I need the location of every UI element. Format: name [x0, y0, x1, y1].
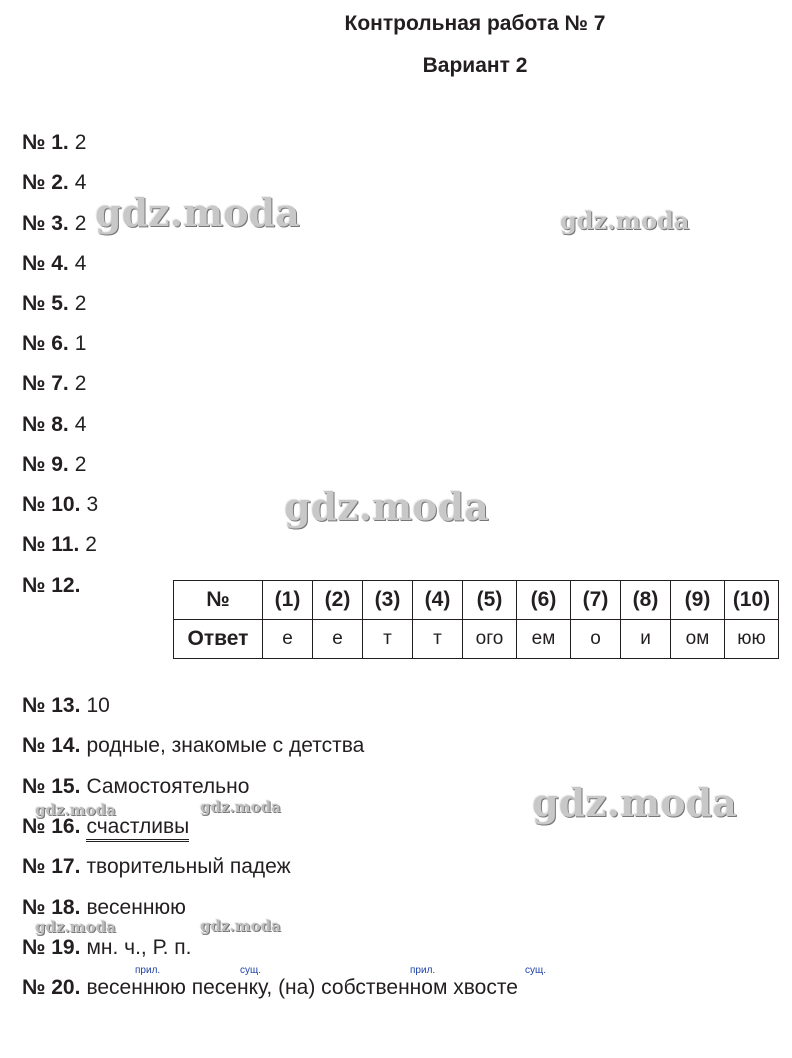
answer-value: 2: [74, 131, 87, 154]
answer-number: № 11.: [22, 533, 80, 556]
answer-value: 2: [74, 372, 87, 395]
table-column-header: (8): [621, 581, 671, 620]
answer-number: № 9.: [22, 453, 69, 476]
answer-number: № 6.: [22, 332, 69, 355]
answer-value: 3: [86, 493, 99, 516]
answer-value-underlined: счастливы: [86, 815, 189, 842]
answer-number: № 16.: [22, 815, 81, 838]
table-column-header: (5): [463, 581, 517, 620]
answer-value: 4: [74, 252, 87, 275]
answer-row: [22, 976, 518, 1000]
answer-value: 2: [74, 292, 87, 315]
variant-title: Вариант 2: [422, 54, 528, 77]
table-cell: юю: [725, 620, 779, 659]
answer-number: № 20.: [22, 976, 81, 999]
watermark: gdz.moda: [35, 918, 116, 936]
answer-row: [22, 292, 86, 316]
table-column-header: (7): [571, 581, 621, 620]
answer-number: № 4.: [22, 252, 69, 275]
table-answer-row: [174, 620, 779, 659]
table-answer-label: Ответ: [174, 620, 263, 659]
answer-value: Самостоятельно: [86, 775, 250, 798]
part-of-speech-note: прил.: [410, 965, 436, 976]
answer-number: № 8.: [22, 413, 69, 436]
answer-row: [22, 493, 98, 517]
answer-row: [22, 855, 291, 879]
answer-number: № 10.: [22, 493, 81, 516]
answer-table: [173, 580, 779, 659]
answer-number: № 1.: [22, 131, 69, 154]
watermark: gdz.moda: [532, 780, 737, 825]
answer-number: № 12.: [22, 574, 81, 597]
answer-value: мн. ч., Р. п.: [86, 936, 192, 959]
answer-number: № 2.: [22, 171, 69, 194]
answer-value: 10: [86, 694, 110, 717]
answer-row: [22, 413, 86, 437]
answer-row: [22, 734, 364, 758]
answer-row: [22, 372, 86, 396]
answer-row: [22, 212, 86, 236]
table-cell: е: [313, 620, 363, 659]
answer-number: № 5.: [22, 292, 69, 315]
watermark: gdz.moda: [200, 917, 281, 935]
answer-value: весеннюю песенку, (на) собственном хвосте: [86, 976, 518, 999]
table-cell: т: [413, 620, 463, 659]
answer-row: [22, 332, 86, 356]
answer-row: [22, 775, 249, 799]
answer-number: № 3.: [22, 212, 69, 235]
answer-row: [22, 574, 80, 598]
watermark: gdz.moda: [284, 484, 489, 529]
answer-value: весеннюю: [86, 896, 186, 919]
answer-row: [22, 936, 192, 960]
answer-number: № 7.: [22, 372, 69, 395]
table-column-header: (2): [313, 581, 363, 620]
part-of-speech-note: прил.: [135, 965, 161, 976]
table-cell: ем: [517, 620, 571, 659]
answer-number: № 19.: [22, 936, 81, 959]
watermark: gdz.moda: [200, 798, 281, 816]
answer-value: 4: [74, 413, 87, 436]
answer-value: 2: [74, 212, 87, 235]
answer-value: 4: [74, 171, 87, 194]
answer-row: [22, 694, 110, 718]
answer-row: [22, 131, 86, 155]
answer-value: 2: [85, 533, 97, 556]
table-cell: т: [363, 620, 413, 659]
watermark: gdz.moda: [35, 801, 116, 819]
table-cell: и: [621, 620, 671, 659]
answer-value: родные, знакомые с детства: [86, 734, 365, 757]
page-title: Контрольная работа № 7: [344, 12, 606, 35]
answer-number: № 14.: [22, 734, 81, 757]
part-of-speech-note: сущ.: [525, 965, 547, 976]
table-column-header: (4): [413, 581, 463, 620]
table-cell: ого: [463, 620, 517, 659]
answer-number: № 18.: [22, 896, 81, 919]
table-header-label: №: [174, 581, 263, 620]
table-cell: о: [571, 620, 621, 659]
answer-number: № 15.: [22, 775, 81, 798]
table-column-header: (10): [725, 581, 779, 620]
watermark: gdz.moda: [560, 206, 690, 235]
table-column-header: (1): [263, 581, 313, 620]
answer-row: [22, 252, 86, 276]
answer-number: № 17.: [22, 855, 81, 878]
answer-row: [22, 171, 86, 195]
table-column-header: (3): [363, 581, 413, 620]
table-cell: ом: [671, 620, 725, 659]
answer-row: [22, 453, 86, 477]
answer-row: [22, 896, 186, 920]
table-cell: е: [263, 620, 313, 659]
table-header-row: [174, 581, 779, 620]
answer-value: творительный падеж: [86, 855, 291, 878]
watermark: gdz.moda: [95, 190, 300, 235]
answer-row: [22, 533, 97, 557]
answer-number: № 13.: [22, 694, 81, 717]
table-column-header: (9): [671, 581, 725, 620]
table-column-header: (6): [517, 581, 571, 620]
answer-value: 2: [74, 453, 87, 476]
answer-value: 1: [74, 332, 87, 355]
part-of-speech-note: сущ.: [240, 965, 262, 976]
